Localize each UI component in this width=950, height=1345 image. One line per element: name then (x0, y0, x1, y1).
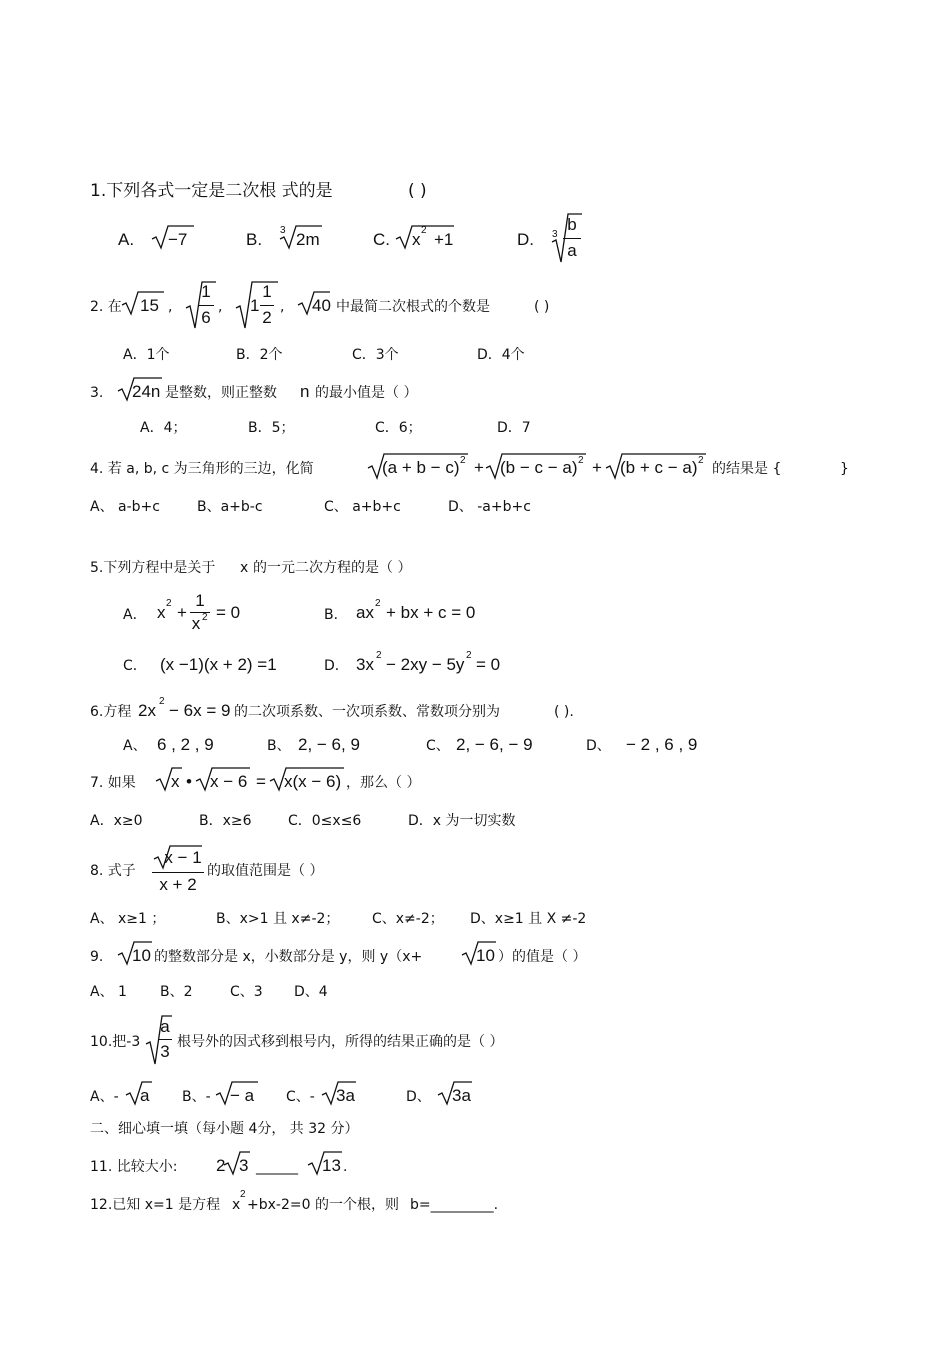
fraction-numerator: 1 (262, 282, 272, 301)
q9-stem-end: ）的值是（ ） (498, 949, 587, 965)
plus-sign: + (177, 603, 187, 622)
q5-option-d-3x: 3x (356, 655, 374, 674)
q4-option-d: D、 -a+b+c (448, 499, 531, 515)
q1-option-d-label: D. (517, 230, 534, 249)
fraction-numerator: x − 1 (164, 848, 202, 867)
q10-option-a-radical: a (140, 1086, 150, 1105)
comma: , (218, 299, 223, 315)
q9-option-b: B、2 (160, 984, 193, 1000)
q10-fraction (158, 1016, 172, 1064)
q6-answer-paren: ( ). (554, 704, 574, 720)
q6-prefix: 6.方程 (90, 704, 132, 720)
q5-option-b-label: B． (324, 607, 348, 623)
q7-radical-3: x(x − 6) (284, 772, 342, 791)
fraction-denominator: 6 (201, 308, 211, 327)
q10-option-b-label: B、- (182, 1089, 211, 1105)
q5-stem-end: 的一元二次方程的是（ ） (253, 560, 412, 576)
q7-radical-1: x (171, 772, 180, 791)
plus-sign: + (592, 458, 602, 477)
q2-option-a: A．1个 (123, 347, 170, 363)
q3-prefix: 3. (90, 385, 104, 401)
q9-stem: 的整数部分是 x，小数部分是 y，则 y（x+ (154, 949, 423, 965)
q12-answer-blank[interactable]: b=_________. (410, 1197, 499, 1213)
q3-option-b: B．5； (248, 420, 295, 436)
q1-option-c-expr2: +1 (434, 230, 454, 249)
q7-option-c: C．0≤x≤6 (288, 813, 362, 829)
q12-stem: +bx-2=0 的一个根，则 (247, 1197, 399, 1213)
superscript: 2 (202, 612, 208, 623)
fraction-denominator: x + 2 (159, 875, 197, 894)
q1-option-c-sup: 2 (421, 225, 427, 236)
q12-prefix: 12.已知 x=1 是方程 (90, 1197, 221, 1213)
q9-option-d: D、4 (294, 984, 328, 1000)
q10-stem: 根号外的因式移到根号内，所得的结果正确的是（ ） (177, 1034, 504, 1050)
q2-fraction-1 (198, 283, 214, 329)
q5-stem: 5.下列方程中是关于 (90, 560, 216, 576)
fraction-bar (198, 305, 214, 306)
comma: , (168, 299, 173, 315)
q8-option-d: D、x≥1 且 X ≠-2 (470, 911, 587, 927)
superscript: 2 (578, 455, 584, 466)
q12-expr-x: x (232, 1197, 241, 1213)
q2-mixed-whole: 1 (250, 296, 260, 315)
q6-option-b-value: 2, − 6, 9 (298, 735, 360, 754)
fraction-denominator: a (567, 241, 577, 260)
q2-option-c: C．3个 (352, 347, 399, 363)
q1-option-d-index: 3 (552, 229, 558, 240)
q11-prefix: 11. 比较大小: (90, 1159, 178, 1175)
q1-stem: 1.下列各式一定是二次根 式的是 (90, 181, 333, 201)
q1-option-b-label: B. (246, 230, 263, 249)
q1-option-c-label: C. (373, 230, 390, 249)
q5-option-c-label: C． (123, 658, 147, 674)
q8-option-b: B、x>1 且 x≠-2； (216, 911, 340, 927)
fraction-denominator: 3 (160, 1042, 170, 1061)
superscript: 2 (166, 598, 172, 609)
q11-radical-2: 13 (322, 1156, 341, 1175)
q11-answer-blank[interactable]: ______ (256, 1159, 298, 1175)
q10-option-c-label: C、- (286, 1089, 315, 1105)
q9-radical-2: 10 (476, 946, 495, 965)
q6-expr-2x: 2x (138, 701, 156, 720)
fraction-denominator: x (191, 614, 201, 633)
superscript: 2 (240, 1189, 246, 1200)
radical-sign-icon (124, 1080, 154, 1106)
q3-option-d: D．7 (497, 420, 531, 436)
superscript: 2 (375, 598, 381, 609)
q4-close-brace: } (840, 461, 849, 477)
q7-option-a: A．x≥0 (90, 813, 143, 829)
q1-option-d-fraction (563, 214, 581, 262)
q1-option-a-label: A. (118, 230, 135, 249)
q6-expr-rest: − 6x = 9 (169, 701, 231, 720)
period: . (343, 1159, 348, 1175)
q1-option-b-index: 3 (280, 225, 286, 236)
fraction-numerator: 1 (201, 282, 211, 301)
q10-option-d-label: D、 (406, 1089, 431, 1105)
fraction-bar (260, 305, 274, 306)
q4-option-a: A、 a-b+c (90, 499, 160, 515)
superscript: 2 (698, 455, 704, 466)
q2-option-b: B．2个 (236, 347, 283, 363)
q4-option-c: C、 a+b+c (324, 499, 401, 515)
q2-prefix: 2. 在 (90, 299, 122, 315)
q4-stem: 4. 若 a, b, c 为三角形的三边，化简 (90, 461, 314, 477)
q5-option-c-expr: (x −1)(x + 2) =1 (160, 655, 277, 674)
q5-option-d-mid: − 2xy − 5y (386, 655, 465, 674)
q9-option-c: C、3 (230, 984, 263, 1000)
q10-prefix: 10.把-3 (90, 1034, 141, 1050)
q6-option-a-label: A、 (123, 738, 147, 754)
q3-option-c: C．6； (375, 420, 422, 436)
q1-option-b-expr: 2m (296, 230, 320, 249)
fraction-numerator: a (160, 1017, 170, 1036)
q11-coefficient: 2 (216, 1156, 226, 1175)
q11-radical-1: 3 (239, 1156, 249, 1175)
superscript: 2 (376, 650, 382, 661)
q2-fraction-2 (260, 283, 274, 329)
q8-fraction (152, 844, 204, 896)
q1-option-a-expr: −7 (168, 230, 188, 249)
q9-prefix: 9. (90, 949, 104, 965)
q9-radical: 10 (132, 946, 151, 965)
q4-option-b: B、a+b-c (197, 499, 263, 515)
q5-option-a-rhs: = 0 (216, 603, 241, 622)
q10-option-d-radical: 3a (452, 1086, 471, 1105)
q10-option-b-radical: − a (230, 1086, 255, 1105)
q7-stem-end: ，那么（ ） (346, 775, 421, 791)
q10-option-c-radical: 3a (336, 1086, 355, 1105)
fraction-bar (152, 872, 204, 873)
q4-expr-1: (a + b − c) (382, 458, 460, 477)
q7-option-d: D．x 为一切实数 (408, 813, 516, 829)
section-2-heading: 二、细心填一填（每小题 4分， 共 32 分） (90, 1121, 359, 1137)
q3-radical: 24n (132, 382, 161, 401)
multiply-dot: • (186, 772, 192, 791)
q9-option-a: A、 1 (90, 984, 127, 1000)
q3-option-a: A．4； (140, 420, 187, 436)
q5-option-b-rest: + bx + c = 0 (386, 603, 476, 622)
q3-stem-end: 的最小值是（ ） (315, 385, 418, 401)
q6-option-c-label: C、 (426, 738, 450, 754)
q10-option-a-label: A、- (90, 1089, 119, 1105)
q8-prefix: 8. 式子 (90, 863, 136, 879)
fraction-denominator: 2 (262, 308, 272, 327)
equals-sign: = (256, 772, 266, 791)
q5-option-d-rhs: = 0 (476, 655, 501, 674)
q4-expr-2: (b − c − a) (500, 458, 578, 477)
superscript: 2 (460, 455, 466, 466)
q8-stem: 的取值范围是（ ） (207, 863, 324, 879)
q6-option-d-value: − 2 , 6 , 9 (626, 735, 698, 754)
q2-answer-paren: ( ) (534, 299, 550, 315)
q6-option-c-value: 2, − 6, − 9 (456, 735, 533, 754)
q5-option-d-label: D． (324, 658, 349, 674)
fraction-bar (563, 238, 581, 239)
q1-answer-paren: ( ) (408, 181, 427, 201)
plus-sign: + (474, 458, 484, 477)
q4-expr-3: (b + c − a) (620, 458, 698, 477)
q8-option-c: C、x≠-2； (372, 911, 444, 927)
fraction-numerator: 1 (195, 591, 205, 610)
q5-option-a-x: x (157, 603, 166, 622)
q5-option-a-fraction (190, 592, 210, 638)
q6-option-a-value: 6 , 2 , 9 (157, 735, 214, 754)
q6-option-b-label: B、 (267, 738, 291, 754)
q7-option-b: B．x≥6 (199, 813, 252, 829)
fraction-numerator: b (567, 215, 577, 234)
q6-stem: 的二次项系数、一次项系数、常数项分别为 (234, 704, 500, 720)
q2-option-d: D．4个 (477, 347, 525, 363)
q3-stem: 是整数，则正整数 (165, 385, 277, 401)
q7-prefix: 7. 如果 (90, 775, 136, 791)
q2-radical-4: 40 (312, 296, 331, 315)
q8-option-a: A、 x≥1 ； (90, 911, 166, 927)
q5-variable-x: x (240, 560, 249, 576)
comma: , (280, 299, 285, 315)
q5-option-a-label: A． (123, 607, 147, 623)
q2-stem: 中最简二次根式的个数是 (336, 299, 490, 315)
superscript: 2 (466, 650, 472, 661)
q3-variable-n: n (300, 382, 310, 401)
q1-option-c-expr: x (412, 230, 421, 249)
fraction-bar (158, 1039, 172, 1040)
q5-option-b-ax: ax (356, 603, 374, 622)
q7-radical-2: x − 6 (210, 772, 248, 791)
q6-option-d-label: D、 (586, 738, 611, 754)
superscript: 2 (159, 696, 165, 707)
q2-radical-1: 15 (140, 296, 159, 315)
q4-stem-end: 的结果是 { (712, 461, 782, 477)
